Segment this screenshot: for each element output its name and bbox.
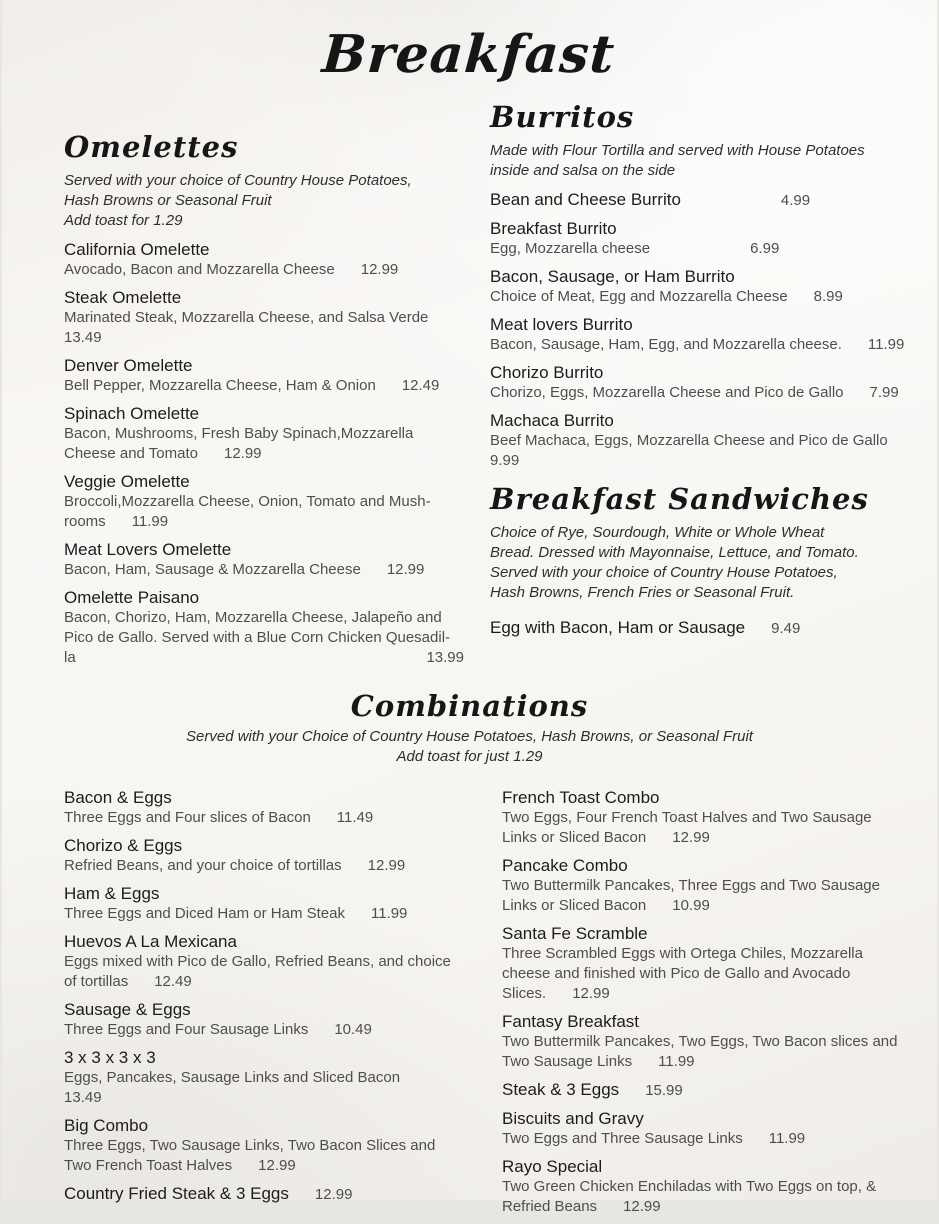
sandwiches-items	[490, 617, 907, 639]
item-name-line	[502, 1108, 907, 1129]
item-name-line	[490, 218, 907, 239]
item-description	[64, 260, 464, 280]
item-name-line	[502, 787, 907, 808]
item-name: Meat Lovers Omelette	[64, 540, 232, 559]
omelettes-items	[64, 239, 464, 668]
item-name-line	[64, 1047, 478, 1068]
item-name: Egg with Bacon, Ham or Sausage	[490, 618, 746, 637]
menu-item	[490, 362, 907, 403]
menu-item	[64, 471, 464, 532]
column-left	[64, 99, 464, 675]
item-price: 12.99	[386, 561, 425, 578]
item-description-text: Refried Beans, and your choice of tortillas	[64, 857, 342, 874]
item-description	[64, 972, 478, 992]
item-description-text: Chorizo, Eggs, Mozzarella Cheese and Pico de Gallo	[490, 384, 844, 401]
item-price: 11.49	[336, 809, 374, 826]
top-columns	[2, 85, 937, 675]
item-description	[502, 964, 907, 984]
combinations-intro	[2, 727, 937, 767]
item-name-line	[502, 1156, 907, 1177]
item-name-line	[64, 355, 464, 376]
item-description-text: Two Eggs and Three Sausage Links	[502, 1130, 743, 1147]
column-right	[490, 99, 907, 646]
item-description-text: Avocado, Bacon and Mozzarella Cheese	[64, 261, 335, 278]
item-name-line	[64, 239, 464, 260]
menu-item	[64, 1047, 478, 1108]
item-price: 13.99	[426, 649, 464, 666]
item-price: 9.49	[771, 620, 801, 637]
intro-line: Served with your choice of Country House Potatoes,	[64, 172, 412, 189]
item-description-text: Slices.	[502, 985, 547, 1002]
item-name-line	[64, 999, 478, 1020]
intro-line: Add toast for 1.29	[64, 212, 183, 229]
sandwiches-title: Breakfast Sandwiches	[490, 482, 869, 516]
item-description	[64, 1136, 478, 1156]
item-price: 12.49	[401, 377, 440, 394]
item-price: 11.99	[867, 336, 905, 353]
item-name: Santa Fe Scramble	[502, 924, 648, 943]
item-name-line	[502, 923, 907, 944]
menu-item	[64, 587, 464, 668]
item-description-text: Marinated Steak, Mozzarella Cheese, and Salsa Verde	[64, 309, 429, 326]
combinations-title: Combinations	[350, 689, 589, 723]
menu-item	[502, 1108, 907, 1149]
menu-item	[490, 266, 907, 307]
item-name: 3 x 3 x 3 x 3	[64, 1048, 156, 1067]
item-name: Ham & Eggs	[64, 884, 160, 903]
item-description-text: Three Scrambled Eggs with Ortega Chiles, Mozzarella	[502, 945, 863, 962]
omelettes-title: Omelettes	[64, 130, 239, 164]
item-description-text: Choice of Meat, Egg and Mozzarella Cheese	[490, 288, 788, 305]
item-price: 12.99	[258, 1157, 296, 1174]
item-description-text: Three Eggs and Diced Ham or Ham Steak	[64, 905, 345, 922]
item-description-text: of tortillas	[64, 973, 129, 990]
menu-item	[502, 1156, 907, 1217]
item-name-line	[64, 835, 478, 856]
combinations-right-items	[502, 787, 907, 1224]
item-name-line	[490, 362, 907, 383]
menu-item	[64, 1115, 478, 1176]
item-description	[502, 828, 907, 848]
item-price: 12.99	[314, 1186, 353, 1203]
menu-item	[502, 787, 907, 848]
menu-item	[490, 410, 907, 471]
item-description	[64, 560, 464, 580]
item-description	[490, 383, 907, 403]
item-price: 12.99	[672, 829, 710, 846]
item-price: 10.49	[334, 1021, 372, 1038]
item-description	[490, 239, 907, 259]
menu-item	[502, 923, 907, 1004]
item-name: Meat lovers Burrito	[490, 315, 633, 334]
item-description	[64, 444, 464, 464]
item-price: 10.99	[672, 897, 710, 914]
section-omelettes	[64, 129, 464, 668]
item-name: Breakfast Burrito	[490, 219, 617, 238]
item-description	[64, 424, 464, 444]
item-description	[64, 628, 464, 648]
item-name-line	[502, 1011, 907, 1032]
item-description	[490, 431, 907, 451]
burritos-title: Burritos	[490, 100, 635, 134]
menu-item	[64, 999, 478, 1040]
item-description-text: Bacon, Ham, Sausage & Mozzarella Cheese	[64, 561, 361, 578]
menu-item	[502, 855, 907, 916]
item-name: Chorizo & Eggs	[64, 836, 183, 855]
item-description	[64, 1068, 478, 1088]
item-name: French Toast Combo	[502, 788, 660, 807]
item-description	[490, 287, 907, 307]
item-description	[64, 952, 478, 972]
item-price: 13.49	[64, 329, 102, 346]
item-name: Bacon & Eggs	[64, 788, 172, 807]
intro-line: Served with your choice of Country House Potatoes,	[490, 564, 838, 581]
item-description	[64, 904, 478, 924]
intro-line: inside and salsa on the side	[490, 162, 676, 179]
omelettes-intro	[64, 171, 464, 231]
section-burritos	[490, 99, 907, 471]
item-description-text: rooms	[64, 513, 106, 530]
item-description-text: Two Buttermilk Pancakes, Three Eggs and Two Sausage	[502, 877, 880, 894]
item-description	[502, 1052, 907, 1072]
burritos-intro	[490, 141, 907, 181]
item-description-text: Two French Toast Halves	[64, 1157, 233, 1174]
item-name-line	[64, 787, 478, 808]
item-name: Steak Omelette	[64, 288, 182, 307]
item-name: Bean and Cheese Burrito	[490, 190, 681, 209]
item-price: 12.99	[572, 985, 610, 1002]
item-description	[502, 984, 907, 1004]
item-name-line	[490, 266, 907, 287]
item-description-text: Two Sausage Links	[502, 1053, 633, 1070]
item-name-line	[490, 617, 907, 639]
item-name: Steak & 3 Eggs	[502, 1080, 620, 1099]
intro-line: Hash Browns or Seasonal Fruit	[64, 192, 272, 209]
item-price: 12.99	[623, 1198, 661, 1215]
item-description-text: Beef Machaca, Eggs, Mozzarella Cheese and Pico de Gallo	[490, 432, 888, 449]
item-name: Omelette Paisano	[64, 588, 200, 607]
menu-item	[64, 1183, 478, 1205]
intro-line: Bread. Dressed with Mayonnaise, Lettuce, and Tomato.	[490, 544, 859, 561]
item-name: Veggie Omelette	[64, 472, 190, 491]
item-description	[502, 1032, 907, 1052]
item-price-line	[64, 1088, 478, 1108]
item-description-text: Two Buttermilk Pancakes, Two Eggs, Two Bacon slices and	[502, 1033, 898, 1050]
page-title: Breakfast	[320, 24, 618, 85]
item-description-text: Broccoli,Mozzarella Cheese, Onion, Tomato and Mush-	[64, 493, 431, 510]
item-price: 11.99	[658, 1053, 695, 1070]
item-price: 11.99	[370, 905, 408, 922]
item-name-line	[64, 883, 478, 904]
section-combinations	[2, 689, 937, 1224]
item-description-text: Two Green Chicken Enchiladas with Two Eggs on top, &	[502, 1178, 877, 1195]
item-name: Rayo Special	[502, 1157, 603, 1176]
intro-line: Choice of Rye, Sourdough, White or Whole Wheat	[490, 524, 825, 541]
menu-page	[2, 0, 937, 1215]
item-description	[64, 808, 478, 828]
item-price: 12.99	[223, 445, 262, 462]
item-name-line	[64, 539, 464, 560]
item-price: 8.99	[813, 288, 843, 305]
item-description-text: Links or Sliced Bacon	[502, 829, 647, 846]
item-name-line	[64, 931, 478, 952]
intro-line: Served with your Choice of Country House Potatoes, Hash Browns, or Seasonal Fruit	[186, 728, 753, 745]
menu-item	[64, 239, 464, 280]
burritos-items	[490, 189, 907, 471]
item-name: Huevos A La Mexicana	[64, 932, 237, 951]
section-breakfast-sandwiches	[490, 481, 907, 639]
item-name-line	[490, 410, 907, 431]
combinations-left-items	[64, 787, 478, 1212]
item-name: Big Combo	[64, 1116, 149, 1135]
item-description	[502, 1177, 907, 1197]
item-description-text: Bacon, Chorizo, Ham, Mozzarella Cheese, Jalapeño and	[64, 609, 442, 626]
item-name: Fantasy Breakfast	[502, 1012, 640, 1031]
item-price: 12.49	[154, 973, 192, 990]
item-description	[502, 876, 907, 896]
item-name: Denver Omelette	[64, 356, 193, 375]
item-description-text: Cheese and Tomato	[64, 445, 198, 462]
menu-item	[64, 787, 478, 828]
item-description	[64, 492, 464, 512]
item-description-text: Eggs, Pancakes, Sausage Links and Sliced Bacon	[64, 1069, 401, 1086]
item-name: California Omelette	[64, 240, 210, 259]
menu-item	[64, 883, 478, 924]
item-name: Pancake Combo	[502, 856, 628, 875]
menu-item	[502, 1079, 907, 1101]
item-name: Bacon, Sausage, or Ham Burrito	[490, 267, 735, 286]
item-name-line	[502, 1079, 907, 1101]
sandwiches-intro	[490, 523, 907, 603]
menu-item	[64, 403, 464, 464]
item-name-line	[490, 189, 907, 211]
item-price: 6.99	[750, 240, 780, 257]
item-price: 12.99	[367, 857, 406, 874]
item-description-text: Refried Beans	[502, 1198, 598, 1215]
item-description-text: Egg, Mozzarella cheese	[490, 240, 651, 257]
intro-line: Hash Browns, French Fries or Seasonal Fruit.	[490, 584, 795, 601]
item-name-line	[64, 1115, 478, 1136]
item-price: 7.99	[869, 384, 899, 401]
item-price: 12.99	[360, 261, 399, 278]
item-description	[502, 1197, 907, 1217]
intro-line: Add toast for just 1.29	[396, 748, 543, 765]
item-name: Chorizo Burrito	[490, 363, 604, 382]
menu-item	[490, 314, 907, 355]
item-name: Country Fried Steak & 3 Eggs	[64, 1184, 289, 1203]
item-price: 11.99	[768, 1130, 806, 1147]
menu-item	[64, 931, 478, 992]
item-price-line	[64, 328, 464, 348]
item-name: Spinach Omelette	[64, 404, 200, 423]
item-name-line	[64, 287, 464, 308]
item-description	[64, 512, 464, 532]
item-name: Machaca Burrito	[490, 411, 614, 430]
item-description	[64, 1020, 478, 1040]
item-description	[64, 608, 464, 628]
item-name-line	[64, 403, 464, 424]
item-description-text: Eggs mixed with Pico de Gallo, Refried Beans, and choice	[64, 953, 451, 970]
item-description-text: Pico de Gallo. Served with a Blue Corn Chicken Quesadil-	[64, 629, 451, 646]
item-description-text: Three Eggs and Four Sausage Links	[64, 1021, 309, 1038]
item-description	[64, 856, 478, 876]
item-description	[502, 808, 907, 828]
item-price: 9.99	[490, 452, 520, 469]
item-description-text: Links or Sliced Bacon	[502, 897, 647, 914]
item-name: Biscuits and Gravy	[502, 1109, 644, 1128]
item-description	[502, 944, 907, 964]
menu-item	[64, 355, 464, 396]
item-price: 4.99	[780, 192, 811, 209]
item-description-text: cheese and finished with Pico de Gallo and Avocado	[502, 965, 851, 982]
menu-item	[64, 539, 464, 580]
item-name-line	[502, 855, 907, 876]
item-price-line	[490, 451, 907, 471]
item-description-text: Three Eggs, Two Sausage Links, Two Bacon Slices and	[64, 1137, 436, 1154]
menu-item	[490, 218, 907, 259]
item-description-text: la	[64, 649, 76, 666]
item-name-line	[64, 1183, 478, 1205]
item-price: 11.99	[131, 513, 169, 530]
menu-item	[490, 189, 907, 211]
menu-item	[64, 835, 478, 876]
item-description	[64, 308, 464, 328]
combinations-columns	[2, 773, 937, 1224]
item-name-line	[490, 314, 907, 335]
item-description-text: Bacon, Mushrooms, Fresh Baby Spinach,Mozzarella	[64, 425, 414, 442]
menu-item	[490, 617, 907, 639]
intro-line: Made with Flour Tortilla and served with House Potatoes	[490, 142, 865, 159]
item-name-line	[64, 471, 464, 492]
menu-item	[502, 1011, 907, 1072]
item-description	[64, 376, 464, 396]
item-price: 15.99	[645, 1082, 683, 1099]
item-description-text: Bacon, Sausage, Ham, Egg, and Mozzarella cheese.	[490, 336, 842, 353]
item-name-line	[64, 587, 464, 608]
menu-item	[64, 287, 464, 348]
item-description-text: Three Eggs and Four slices of Bacon	[64, 809, 311, 826]
item-description	[64, 1156, 478, 1176]
item-name: Sausage & Eggs	[64, 1000, 191, 1019]
item-description	[502, 896, 907, 916]
item-description	[502, 1129, 907, 1149]
item-description	[490, 335, 907, 355]
item-description	[64, 648, 464, 668]
item-description-text: Two Eggs, Four French Toast Halves and Two Sausage	[502, 809, 872, 826]
item-price: 13.49	[64, 1089, 102, 1106]
item-description-text: Bell Pepper, Mozzarella Cheese, Ham & Onion	[64, 377, 376, 394]
